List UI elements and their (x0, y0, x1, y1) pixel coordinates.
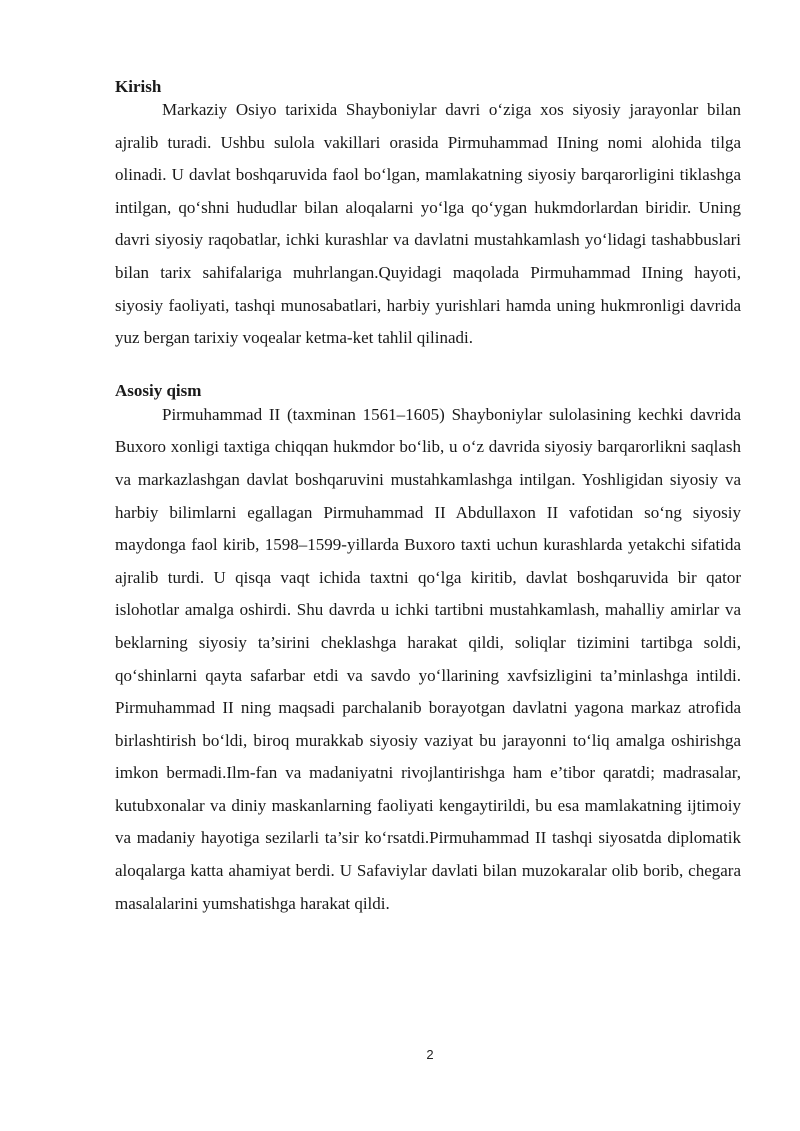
intro-paragraph: Markaziy Osiyo tarixida Shayboniylar davri o‘ziga xos siyosiy jarayonlar bilan ajralib turadi. Ushbu sulola vakillari orasida Pirmuhammad IIning nomi alohida tilga olinadi. U davlat boshqaruvida faol bo‘lgan, mamlakatning siyosiy barqarorligini tiklashga intilgan, qo‘shni hududlar bilan aloqalarni yo‘lga qo‘ygan hukmdorlardan biridir. Uning davri siyosiy raqobatlar, ichki kurashlar va davlatni mustahkamlash yo‘lidagi tashabbuslari bilan tarix sahifalariga muhrlangan.Quyidagi maqolada Pirmuhammad IIning hayoti, siyosiy faoliyati, tashqi munosabatlari, harbiy yurishlari hamda uning hukmronligi davrida yuz bergan tarixiy voqealar ketma-ket tahlil qilinadi. (115, 100, 741, 348)
document-page (115, 75, 741, 920)
section-heading-kirish: Kirish (115, 77, 162, 96)
section-gap (115, 355, 741, 379)
section-heading-asosiy-qism: Asosiy qism (115, 380, 202, 400)
page-number: 2 (426, 1047, 434, 1062)
main-paragraph: Pirmuhammad II (taxminan 1561–1605) Shayboniylar sulolasining kechki davrida Buxoro xonligi taxtiga chiqqan hukmdor bo‘lib, u o‘z davrida siyosiy barqarorlikni saqlash va markazlashgan davlat boshqaruvini mustahkamlashga intilgan. Yoshligidan siyosiy va harbiy bilimlarni egallagan Pirmuhammad II Abdullaxon II vafotidan so‘ng siyosiy maydonga faol kirib, 1598–1599-yillarda Buxoro taxti uchun kurashlarda yetakchi sifatida ajralib turdi. U qisqa vaqt ichida taxtni qo‘lga kiritib, davlat boshqaruvida bir qator islohotlar amalga oshirdi. Shu davrda u ichki tartibni mustahkamlash, mahalliy amirlar va beklarning siyosiy ta’sirini cheklashga harakat qildi, soliqlar tizimini tartibga soldi, qo‘shinlarni qayta safarbar etdi va savdo yo‘llarining xavfsizligini ta’minlashga intildi. Pirmuhammad II ning maqsadi parchalanib borayotgan davlatni yagona markaz atrofida birlashtirish bo‘ldi, biroq murakkab siyosiy vaziyat bu jarayonni to‘liq amalga oshirishga imkon bermadi.Ilm-fan va madaniyatni rivojlantirishga ham e’tibor qaratdi; madrasalar, kutubxonalar va diniy maskanlarning faoliyati kengaytirildi, bu esa mamlakatning ijtimoiy va madaniy hayotiga sezilarli ta’sir ko‘rsatdi.Pirmuhammad II tashqi siyosatda diplomatik aloqalarga katta ahamiyat berdi. U Safaviylar davlati bilan muzokaralar olib borib, chegara masalalarini yumshatishga harakat qildi. (115, 404, 741, 913)
